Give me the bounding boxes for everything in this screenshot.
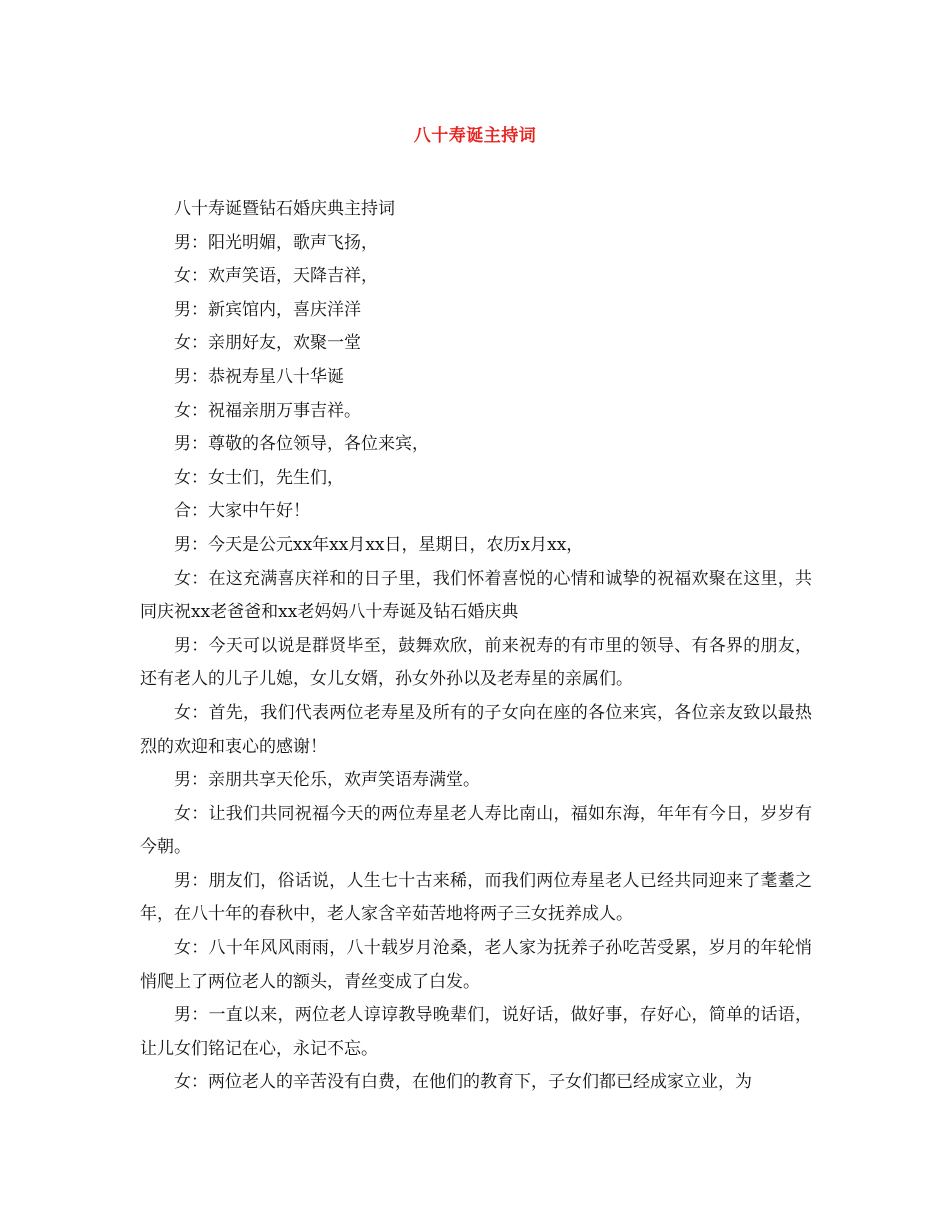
paragraph: 男：阳光明媚，歌声飞扬，	[174, 232, 378, 253]
paragraph: 女：首先，我们代表两位老寿星及所有的子女向在座的各位来宾，各位亲友致以最热烈的欢迎和衷心的感谢！	[140, 702, 812, 757]
paragraph: 男：今天是公元xx年xx月xx日，星期日，农历x月xx，	[174, 534, 584, 555]
paragraph: 男：尊敬的各位领导，各位来宾，	[174, 434, 429, 455]
paragraph: 男：恭祝寿星八十华诞	[174, 366, 344, 387]
paragraph: 女：女士们，先生们，	[174, 467, 344, 488]
paragraph: 女：欢声笑语，天降吉祥，	[174, 266, 378, 287]
paragraph: 女：亲朋好友，欢聚一堂	[174, 333, 361, 354]
paragraph: 男：一直以来，两位老人谆谆教导晚辈们，说好话，做好事，存好心，简单的话语，让儿女们铭记在心，永记不忘。	[140, 1005, 812, 1059]
paragraph: 女：在这充满喜庆祥和的日子里，我们怀着喜悦的心情和诚挚的祝福欢聚在这里，共同庆祝xx老爸爸和xx老妈妈八十寿诞及钻石婚庆典	[140, 568, 812, 623]
paragraph: 女：让我们共同祝福今天的两位寿星老人寿比南山，福如东海，年年有今日，岁岁有今朝。	[140, 803, 812, 858]
document-title: 八十寿诞主持词	[413, 126, 537, 146]
paragraph: 男：今天可以说是群贤毕至，鼓舞欢欣，前来祝寿的有市里的领导、有各界的朋友，还有老人的儿子儿媳，女儿女婿，孙女外孙以及老寿星的亲属们。	[140, 635, 812, 690]
paragraph: 女：八十年风风雨雨，八十载岁月沧桑，老人家为抚养子孙吃苦受累，岁月的年轮悄悄爬上了两位老人的额头，青丝变成了白发。	[140, 938, 812, 992]
paragraph: 男：新宾馆内，喜庆洋洋	[174, 299, 361, 320]
paragraph: 八十寿诞暨钻石婚庆典主持词	[174, 199, 395, 219]
paragraph: 女：两位老人的辛苦没有白费，在他们的教育下，子女们都已经成家立业，为	[174, 1072, 752, 1093]
document-body	[140, 193, 812, 1100]
paragraph: 女：祝福亲朋万事吉祥。	[174, 400, 361, 421]
paragraph: 男：朋友们，俗话说，人生七十古来稀，而我们两位寿星老人已经共同迎来了耄耋之年，在八十年的春秋中，老人家含辛茹苦地将两子三女抚养成人。	[140, 870, 812, 925]
paragraph: 合：大家中午好！	[174, 501, 310, 522]
paragraph: 男：亲朋共享天伦乐，欢声笑语寿满堂。	[174, 770, 480, 791]
